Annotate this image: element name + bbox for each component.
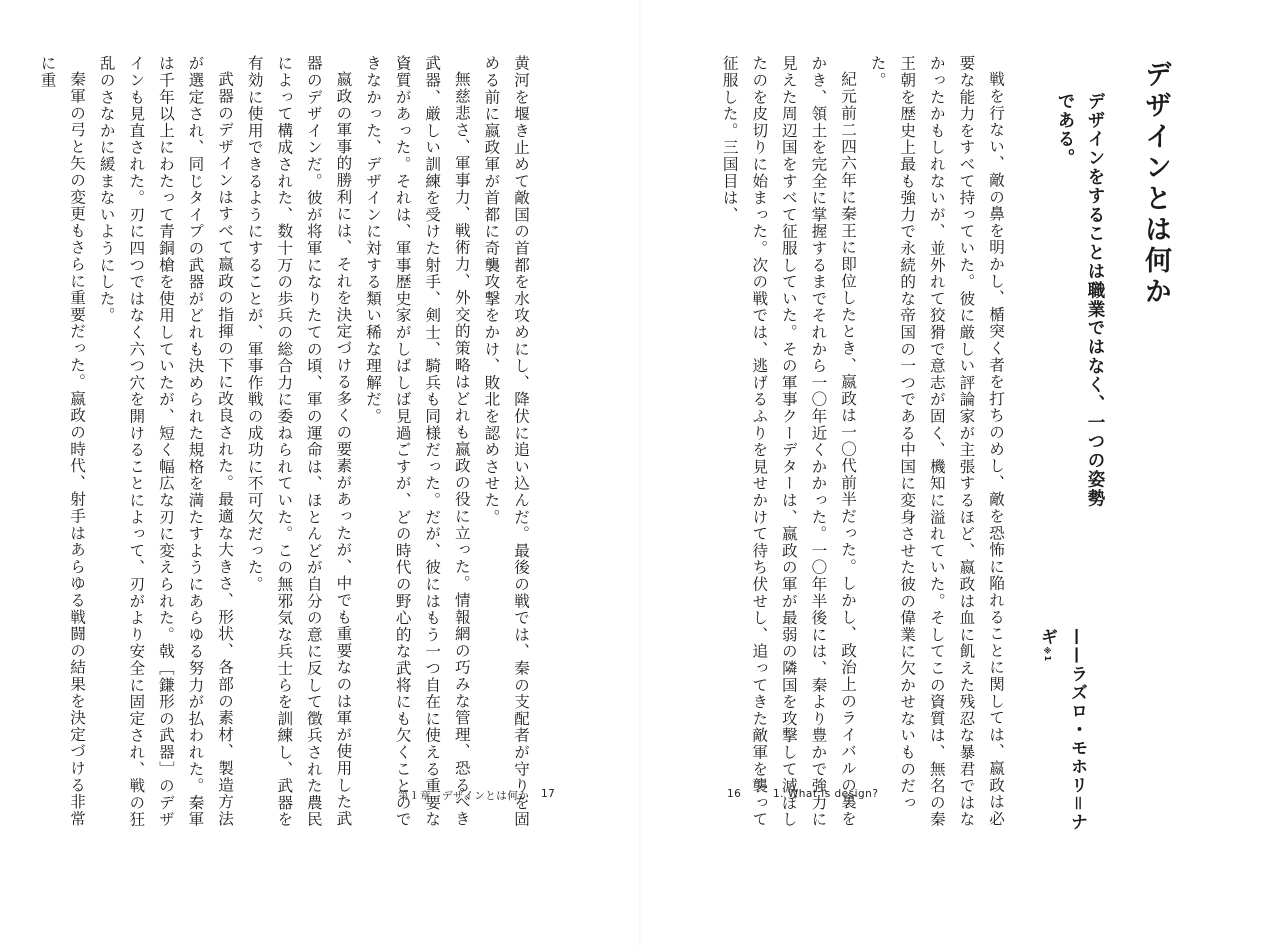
left-page-body [15,55,535,835]
left-paragraph-4: 武器のデザインはすべて嬴政の指揮の下に改良された。最適な大きさ、形状、各部の素材、製造方法が選定され、同じタイプの武器がどれも決められた規格を満たすようにあらゆる努力が払われた。秦軍は千年以上にわたって青銅槍を使用していたが、短く幅広な刃に変えられた。戟［鎌形の武器］のデザインも見直された。刃に四つではなく六つ穴を開けることによって、刃がより安全に固定され、戦の狂乱のさなかに緩まないようにした。 [97,55,235,828]
left-paragraph-3: 嬴政の軍事的勝利には、それを決定づける多くの要素があったが、中でも重要なのは軍が使用した武器のデザインだ。彼が将軍になりたての頃、軍の運命は、ほとんどが自分の意に反して徴兵された農民によって構成された、数十万の歩兵の総合力に委ねられていた。この無邪気な兵士らを訓練し、武器を有効に使用できるようにすることが、軍事作戦の成功に不可欠だった。 [245,55,353,828]
attribution-name: ——ラズロ・モホリ＝ナギ [1037,628,1087,832]
left-page-number: 17 [541,788,556,800]
left-paragraph-5: 秦軍の弓と矢の変更もさらに重要だった。嬴政の時代、射手はあらゆる戦闘の結果を決定づける非常に重 [38,55,87,827]
page-gutter [639,0,641,947]
left-running-head: 第１章 デザインとは何か [398,790,530,802]
right-paragraph-2: 紀元前二四六年に秦王に即位したとき、嬴政は一〇代前半だった。しかし、政治上のライバルの裏をかき、領土を完全に掌握するまでそれから一〇年近くかかった。一〇年半後には、秦より豊かで強力に見えた周辺国をすべて征服していた。その軍事クーデターは、嬴政の軍が最弱の隣国を攻撃して滅ぼしたのを皮切りに始まった。次の戦では、逃げるふりを見せかけて待ち伏せし、追ってきた敵軍を襲って征服した。三国目は、 [720,55,858,828]
epigraph-attribution [1032,628,1092,848]
left-paragraph-2: 無慈悲さ、軍事力、戦術力、外交的策略はどれも嬴政の役に立った。情報網の巧みな管理、恐るべき武器、厳しい訓練を受けた射手、剣士、騎兵も同様だった。だが、彼にはもう一つ自在に使える重要な資質があった。それは、軍事歴史家がしばしば見過ごすが、どの時代の野心的な武将にも欠くことのできなかった、デザインに対する類い稀な理解だ。 [364,55,471,828]
right-page-number: 16 [727,788,742,800]
right-paragraph-1: 戦を行ない、敵の鼻を明かし、楯突く者を打ちのめし、敵を恐怖に陥れることに関しては、嬴政は必要な能力をすべて持っていた。彼に厳しい評論家が主張するほど、嬴政は血に飢えた残忍な暴君ではなかったかもしれないが、並外れて狡猾で意志が固く、機知に溢れていた。そしてこの資質は、無名の秦王朝を歴史上最も強力で永続的な帝国の一つである中国に変身させた彼の偉業に欠かせないものだった。 [868,55,1005,828]
right-running-head: 1. What is design? [773,788,879,800]
attribution-note-mark: ※1 [1043,646,1052,662]
chapter-title: デザインとは何か [1140,60,1171,308]
left-paragraph-1: 黄河を堰き止めて敵国の首都を水攻めにし、降伏に追い込んだ。最後の戦では、秦の支配者が守りを固める前に嬴政軍が首都に奇襲攻撃をかけ、敗北を認めさせた。 [482,55,530,828]
epigraph-quote: デザインをすることは職業ではなく、一つの姿勢である。 [1055,92,1105,508]
